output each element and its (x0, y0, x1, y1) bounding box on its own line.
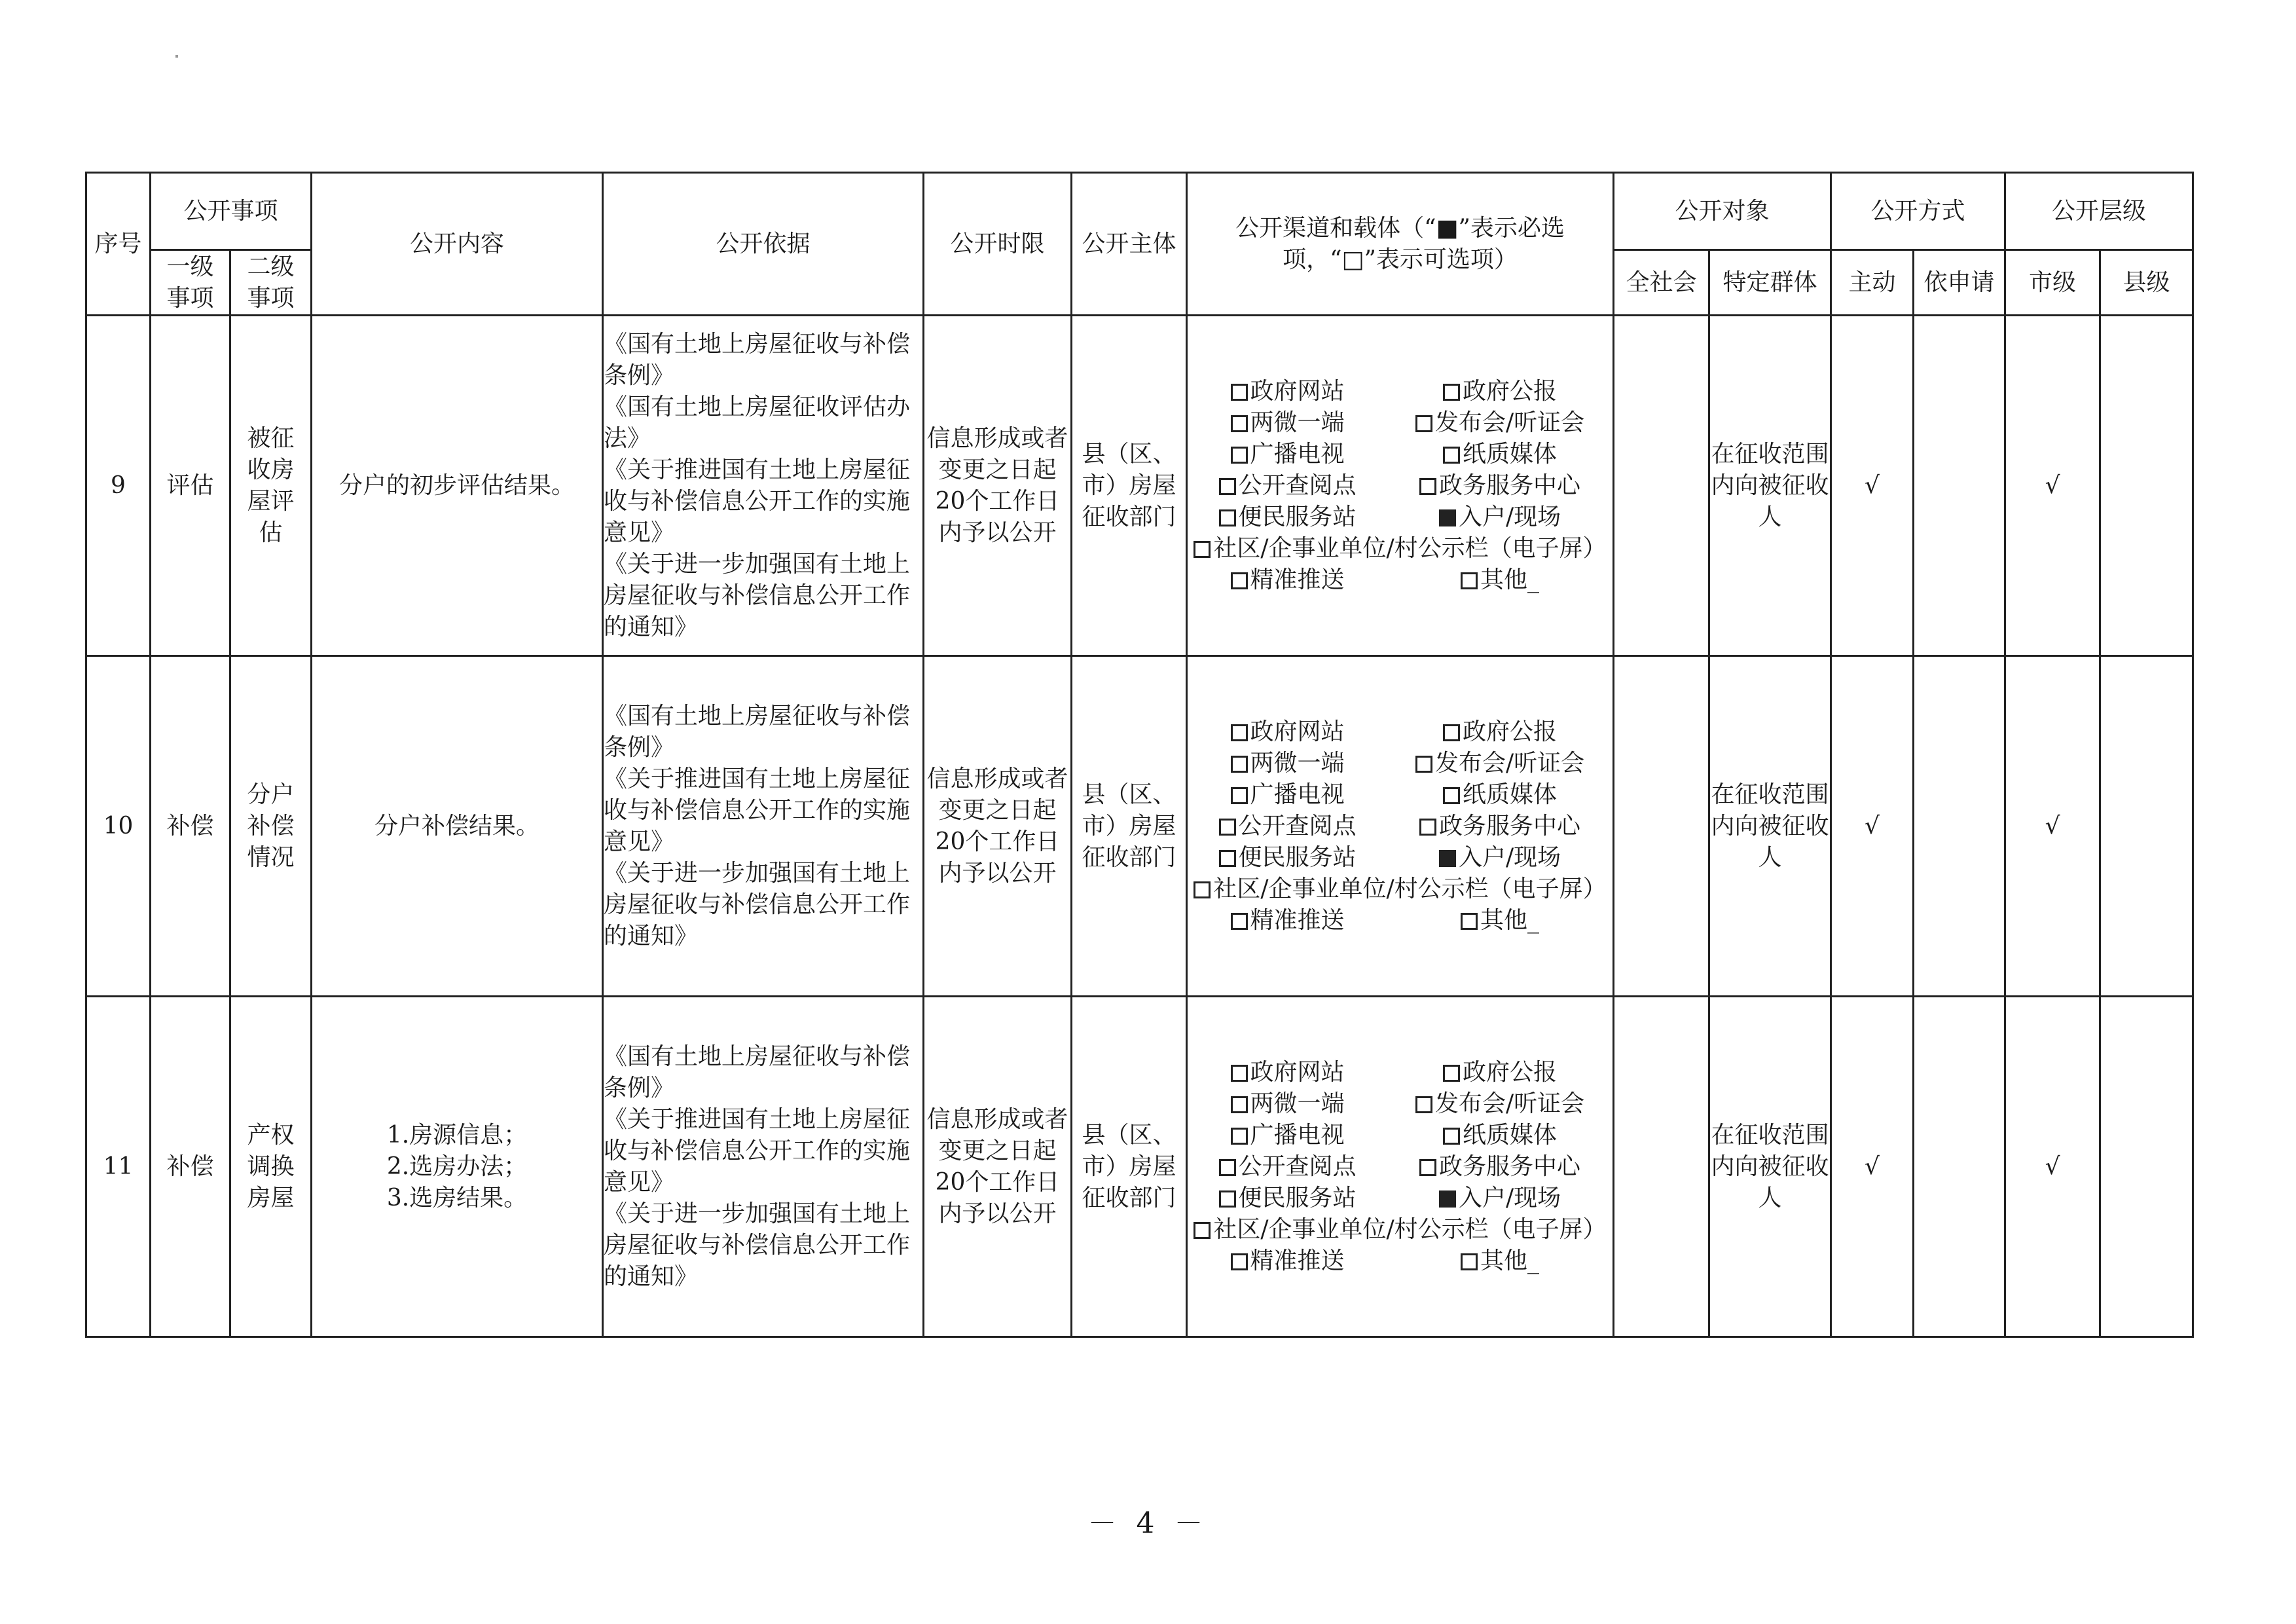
basis-item: 《关于推进国有土地上房屋征收与补偿信息公开工作的实施意见》 (604, 1105, 911, 1196)
scan-speck (175, 55, 178, 58)
checkbox-empty-icon (1443, 724, 1460, 741)
checkbox-empty-icon (1219, 819, 1236, 836)
cell-method-request (1914, 997, 2005, 1337)
cell-level2-label: 分户 补偿 情况 (247, 781, 295, 871)
cell-level1: 评估 (151, 316, 230, 656)
header-row-1 (86, 173, 2193, 250)
cell-seq: 10 (86, 656, 151, 997)
channel-option (1188, 470, 1387, 502)
channel-option (1387, 748, 1613, 779)
channel-option (1387, 1151, 1613, 1183)
checkbox-empty-icon (1194, 881, 1211, 898)
channel-label: 入户/现场 (1458, 843, 1561, 871)
checkbox-empty-icon (1219, 850, 1236, 867)
channel-label: 政府网站 (1250, 718, 1345, 745)
channel-option (1188, 564, 1387, 596)
cell-level-county (2100, 656, 2193, 997)
channel-label: 政府公报 (1463, 718, 1558, 745)
header-subject: 公开主体 (1072, 173, 1187, 316)
channel-label: 政务服务中心 (1439, 471, 1581, 499)
cell-level2-label: 产权 调换 房屋 (247, 1121, 295, 1211)
checkbox-empty-icon (1231, 756, 1248, 773)
cell-level-city: √ (2005, 997, 2100, 1337)
checkbox-empty-icon (1443, 1128, 1460, 1145)
cell-level2 (230, 997, 312, 1337)
cell-level-county (2100, 316, 2193, 656)
checkbox-empty-icon (1461, 572, 1478, 589)
channel-label: 政务服务中心 (1439, 812, 1581, 840)
channel-label: 入户/现场 (1458, 1184, 1561, 1211)
cell-basis (603, 316, 924, 656)
channel-label: 社区/企事业单位/村公示栏（电子屏） (1213, 534, 1607, 562)
checkbox-empty-icon (1231, 384, 1248, 401)
cell-channels (1187, 997, 1614, 1337)
header-level1-label: 一级 事项 (166, 253, 214, 312)
basis-item: 《关于进一步加强国有土地上房屋征收与补偿信息公开工作的通知》 (604, 1200, 911, 1290)
cell-content (312, 316, 603, 656)
channel-label: 两微一端 (1250, 409, 1345, 436)
channel-option (1387, 1057, 1613, 1088)
checkbox-empty-icon (1419, 819, 1436, 836)
channel-label: 公开查阅点 (1238, 1153, 1357, 1180)
channel-option (1188, 407, 1387, 439)
channel-label: 便民服务站 (1238, 1184, 1357, 1211)
channel-option (1387, 1120, 1613, 1151)
cell-content (312, 997, 603, 1337)
basis-item: 《国有土地上房屋征收与补偿条例》 (604, 702, 911, 761)
channel-label: 发布会/听证会 (1434, 1090, 1585, 1117)
checkbox-filled-icon (1439, 509, 1456, 526)
channel-option (1188, 748, 1387, 779)
cell-method-request (1914, 316, 2005, 656)
cell-content-text: 分户补偿结果。 (374, 812, 540, 840)
channel-option (1387, 407, 1613, 439)
channel-option (1387, 439, 1613, 470)
channel-option (1387, 842, 1613, 874)
cell-target-all (1614, 656, 1709, 997)
cell-subject: 县（区、市）房屋征收部门 (1072, 316, 1187, 656)
checkbox-empty-icon (1231, 1065, 1248, 1082)
channel-option (1188, 1183, 1387, 1214)
channel-label: 两微一端 (1250, 1090, 1345, 1117)
checkbox-empty-icon (1419, 478, 1436, 495)
cell-level2 (230, 316, 312, 656)
cell-level2-label: 被征 收房 屋评 估 (247, 424, 295, 546)
checkbox-empty-icon (1231, 913, 1248, 930)
channel-label: 两微一端 (1250, 749, 1345, 777)
cell-content-text: 分户的初步评估结果。 (339, 471, 575, 499)
channel-label: 便民服务站 (1238, 843, 1357, 871)
channel-label: 政府网站 (1250, 1058, 1345, 1086)
channel-label: 发布会/听证会 (1434, 749, 1585, 777)
checkbox-empty-icon (1231, 1096, 1248, 1113)
checkbox-empty-icon (1231, 415, 1248, 432)
checkbox-empty-icon (1194, 541, 1211, 558)
channel-option (1387, 376, 1613, 407)
channel-label: 政府网站 (1250, 377, 1345, 405)
cell-level-city: √ (2005, 656, 2100, 997)
channel-label: 精准推送 (1250, 906, 1345, 934)
header-method-group: 公开方式 (1831, 173, 2005, 250)
channel-option (1188, 716, 1387, 748)
basis-item: 《关于推进国有土地上房屋征收与补偿信息公开工作的实施意见》 (604, 456, 911, 546)
channel-option (1188, 439, 1387, 470)
channel-label: 纸质媒体 (1463, 1121, 1558, 1149)
cell-target-all (1614, 997, 1709, 1337)
cell-time-limit: 信息形成或者变更之日起20个工作日内予以公开 (924, 656, 1072, 997)
header-target-all: 全社会 (1614, 250, 1709, 316)
table-row (86, 316, 2193, 656)
table-row (86, 656, 2193, 997)
cell-level1: 补偿 (151, 656, 230, 997)
checkbox-empty-icon (1231, 724, 1248, 741)
cell-content-text: 1.房源信息； 2.选房办法； 3.选房结果。 (386, 1121, 528, 1211)
header-target-group: 公开对象 (1614, 173, 1831, 250)
cell-method-active: √ (1831, 997, 1914, 1337)
checkbox-empty-icon (1194, 1222, 1211, 1239)
cell-level-city: √ (2005, 316, 2100, 656)
channel-option (1188, 874, 1613, 905)
cell-content (312, 656, 603, 997)
header-level2-label: 二级 事项 (247, 253, 295, 312)
channel-label: 广播电视 (1250, 440, 1345, 468)
header-level-group: 公开层级 (2005, 173, 2193, 250)
header-method-active: 主动 (1831, 250, 1914, 316)
checkbox-empty-icon (1231, 1128, 1248, 1145)
checkbox-empty-icon (1443, 447, 1460, 464)
checkbox-empty-icon (1219, 478, 1236, 495)
channel-label: 政府公报 (1463, 1058, 1558, 1086)
cell-time-limit: 信息形成或者变更之日起20个工作日内予以公开 (924, 997, 1072, 1337)
channel-option (1188, 811, 1387, 842)
basis-item: 《关于进一步加强国有土地上房屋征收与补偿信息公开工作的通知》 (604, 550, 911, 640)
cell-target-specific: 在征收范围内向被征收人 (1709, 316, 1831, 656)
checkbox-empty-icon (1461, 913, 1478, 930)
checkbox-empty-icon (1443, 384, 1460, 401)
checkbox-empty-icon (1219, 1190, 1236, 1208)
cell-time-limit: 信息形成或者变更之日起20个工作日内予以公开 (924, 316, 1072, 656)
channel-label: 便民服务站 (1238, 503, 1357, 530)
checkbox-empty-icon (1231, 787, 1248, 804)
channel-option (1387, 470, 1613, 502)
cell-method-active: √ (1831, 656, 1914, 997)
cell-subject: 县（区、市）房屋征收部门 (1072, 997, 1187, 1337)
channel-label: 广播电视 (1250, 781, 1345, 808)
channel-option (1188, 1057, 1387, 1088)
channel-label: 发布会/听证会 (1434, 409, 1585, 436)
checkbox-empty-icon (1419, 1159, 1436, 1176)
channel-label: 社区/企事业单位/村公示栏（电子屏） (1213, 1215, 1607, 1243)
cell-target-specific: 在征收范围内向被征收人 (1709, 997, 1831, 1337)
channel-option (1387, 905, 1613, 936)
channel-label: 精准推送 (1250, 1247, 1345, 1274)
cell-channels (1187, 656, 1614, 997)
cell-basis (603, 656, 924, 997)
checkbox-empty-icon (1219, 1159, 1236, 1176)
checkbox-empty-icon (1231, 572, 1248, 589)
channel-option (1387, 1088, 1613, 1120)
channel-label: 精准推送 (1250, 566, 1345, 593)
channel-label: 纸质媒体 (1463, 440, 1558, 468)
disclosure-table (85, 172, 2194, 1338)
basis-item: 《国有土地上房屋征收与补偿条例》 (604, 1043, 911, 1101)
header-method-request: 依申请 (1914, 250, 2005, 316)
channel-label: 社区/企事业单位/村公示栏（电子屏） (1213, 875, 1607, 902)
channel-option (1188, 1246, 1387, 1277)
channel-label: 政府公报 (1463, 377, 1558, 405)
cell-method-active: √ (1831, 316, 1914, 656)
basis-item: 《国有土地上房屋征收与补偿条例》 (604, 330, 911, 389)
channel-option (1188, 376, 1387, 407)
header-time-limit: 公开时限 (924, 173, 1072, 316)
header-content: 公开内容 (312, 173, 603, 316)
cell-level2 (230, 656, 312, 997)
channel-option (1188, 1151, 1387, 1183)
channel-option (1387, 811, 1613, 842)
checkbox-filled-icon (1439, 1190, 1456, 1208)
checkbox-empty-icon (1231, 1253, 1248, 1270)
checkbox-empty-icon (1415, 1096, 1432, 1113)
header-item-group: 公开事项 (151, 173, 312, 250)
table-row (86, 997, 2193, 1337)
checkbox-empty-icon (1443, 1065, 1460, 1082)
cell-seq: 9 (86, 316, 151, 656)
basis-item: 《关于进一步加强国有土地上房屋征收与补偿信息公开工作的通知》 (604, 859, 911, 950)
channel-option (1387, 564, 1613, 596)
header-channels: 公开渠道和载体（“■”表示必选项，“□”表示可选项） (1187, 173, 1614, 316)
channel-option (1188, 1088, 1387, 1120)
channel-label: 其他_ (1480, 906, 1540, 934)
channel-option (1188, 779, 1387, 811)
cell-method-request (1914, 656, 2005, 997)
checkbox-empty-icon (1461, 1253, 1478, 1270)
cell-target-all (1614, 316, 1709, 656)
channel-option (1188, 1214, 1613, 1246)
checkbox-empty-icon (1219, 509, 1236, 526)
channel-label: 其他_ (1480, 1247, 1540, 1274)
channel-label: 公开查阅点 (1238, 471, 1357, 499)
checkbox-empty-icon (1231, 447, 1248, 464)
basis-item: 《关于推进国有土地上房屋征收与补偿信息公开工作的实施意见》 (604, 765, 911, 855)
channel-option (1188, 533, 1613, 564)
header-level-city: 市级 (2005, 250, 2100, 316)
basis-item: 《国有土地上房屋征收评估办法》 (604, 393, 911, 452)
cell-level-county (2100, 997, 2193, 1337)
channel-option (1387, 1183, 1613, 1214)
channel-option (1188, 842, 1387, 874)
header-level-county: 县级 (2100, 250, 2193, 316)
channel-label: 纸质媒体 (1463, 781, 1558, 808)
checkbox-empty-icon (1415, 756, 1432, 773)
channel-option (1387, 502, 1613, 533)
channel-label: 政务服务中心 (1439, 1153, 1581, 1180)
cell-level1: 补偿 (151, 997, 230, 1337)
channel-option (1387, 716, 1613, 748)
channel-label: 广播电视 (1250, 1121, 1345, 1149)
cell-basis (603, 997, 924, 1337)
header-seq: 序号 (86, 173, 151, 316)
header-basis: 公开依据 (603, 173, 924, 316)
header-target-specific: 特定群体 (1709, 250, 1831, 316)
cell-channels (1187, 316, 1614, 656)
channel-option (1387, 1246, 1613, 1277)
header-level2 (230, 250, 312, 316)
channel-label: 其他_ (1480, 566, 1540, 593)
header-level1 (151, 250, 230, 316)
checkbox-empty-icon (1415, 415, 1432, 432)
cell-seq: 11 (86, 997, 151, 1337)
page-number: － 4 － (1087, 1507, 1209, 1540)
channel-label: 公开查阅点 (1238, 812, 1357, 840)
channel-option (1188, 905, 1387, 936)
channel-label: 入户/现场 (1458, 503, 1561, 530)
channel-option (1188, 1120, 1387, 1151)
checkbox-empty-icon (1443, 787, 1460, 804)
channel-option (1188, 502, 1387, 533)
cell-target-specific: 在征收范围内向被征收人 (1709, 656, 1831, 997)
cell-subject: 县（区、市）房屋征收部门 (1072, 656, 1187, 997)
channel-option (1387, 779, 1613, 811)
checkbox-filled-icon (1439, 850, 1456, 867)
